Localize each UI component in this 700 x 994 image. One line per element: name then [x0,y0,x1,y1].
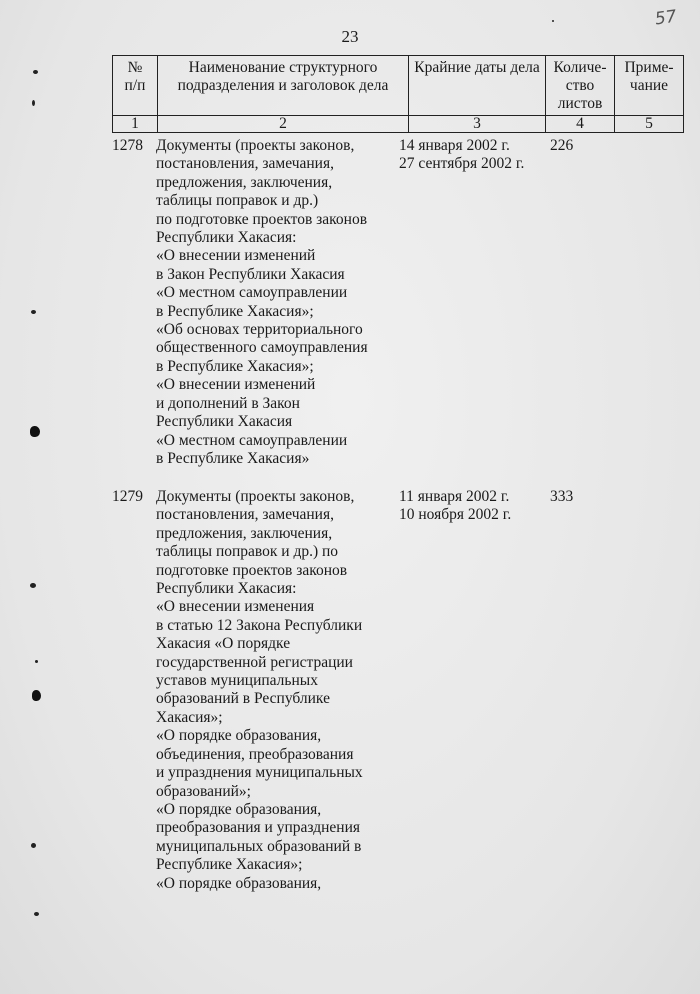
text-line: по подготовке проектов законов [156,210,368,228]
text-line: подготовке проектов законов [156,561,348,579]
text-line: общественного самоуправления [156,339,368,357]
text-line: в Республике Хакасия»; [156,302,314,320]
text-line: Республики Хакасия: [156,580,297,598]
header-sheets [546,56,615,116]
text-line: государственной регистрации [156,653,353,671]
header-title: Наименование структурного подразделения и заголовок дела [158,56,409,116]
header-index-5: 5 [615,116,684,133]
text-line: уставов муниципальных [156,672,318,690]
scan-artifact [31,843,36,848]
text-line: таблицы поправок и др.) [156,192,319,210]
text-line: 10 ноября 2002 г. [399,506,512,524]
text-line: в Закон Республики Хакасия [156,265,345,283]
text-line: Документы (проекты законов, [156,488,355,505]
page-number: 23 [341,27,359,46]
text-line: «О местном самоуправлении [156,431,348,449]
text-line: в Республике Хакасия» [156,449,310,467]
text-line: предложения, заключения, [156,173,333,191]
inventory-table-header [112,55,684,133]
header-index-1: 1 [113,116,158,133]
header-sheets-text: Количе- ство листов [553,59,607,112]
text-line: предложения, заключения, [156,524,333,542]
text-line: «Об основах территориального [156,321,363,339]
text-line: Республике Хакасия»; [156,856,303,874]
text-line: образований в Республике [156,690,330,708]
header-index-4: 4 [546,116,615,133]
text-line: постановления, замечания, [156,155,334,173]
entry-number: 1279 [112,488,143,505]
scan-artifact [35,660,38,663]
archive-sheet-mark: 57 [653,6,678,30]
header-note-text: Приме- чание [624,59,674,94]
text-line: «О внесении изменений [156,376,316,394]
text-line: Республики Хакасия: [156,229,297,247]
header-index-2: 2 [158,116,409,133]
scan-artifact [552,20,554,22]
text-line: муниципальных образований в [156,837,362,855]
text-line: Республики Хакасия [156,413,293,431]
text-line: таблицы поправок и др.) по [156,543,339,561]
header-note [615,56,684,116]
scan-artifact [30,583,36,588]
scan-artifact [30,426,40,437]
entry-title [156,488,396,893]
text-line: объединения, преобразования [156,745,354,763]
text-line: 11 января 2002 г. [399,488,510,505]
text-line: Документы (проекты законов, [156,137,355,154]
text-line: «О внесении изменения [156,598,315,616]
text-line: постановления, замечания, [156,506,334,524]
scan-artifact [33,70,38,74]
text-line: Хакасия «О порядке [156,635,291,653]
scan-artifact [32,690,41,701]
text-line: Хакасия»; [156,708,223,726]
header-dates: Крайние даты дела [409,56,546,116]
text-line: образований»; [156,782,251,800]
text-line: «О порядке образования, [156,874,322,892]
text-line: в статью 12 Закона Республики [156,616,363,634]
header-index-3: 3 [409,116,546,133]
entry-title [156,137,396,468]
scan-artifact [31,310,36,314]
text-line: в Республике Хакасия»; [156,357,314,375]
entry-sheet-count: 226 [550,137,574,154]
text-line: 27 сентября 2002 г. [399,155,525,173]
text-line: «О порядке образования, [156,800,322,818]
text-line: преобразования и упразднения [156,819,361,837]
header-number-text: № п/п [124,59,146,94]
entry-dates [399,137,539,174]
text-line: 14 января 2002 г. [399,137,510,154]
scan-artifact [32,100,35,106]
scan-artifact [34,912,39,916]
entry-dates [399,488,539,525]
text-line: «О внесении изменений [156,247,316,265]
text-line: «О местном самоуправлении [156,284,348,302]
entry-sheet-count: 333 [550,488,574,505]
text-line: и упразднения муниципальных [156,764,363,782]
text-line: и дополнений в Закон [156,394,300,412]
text-line: «О порядке образования, [156,727,322,745]
entry-number: 1278 [112,137,143,154]
header-number [113,56,158,116]
